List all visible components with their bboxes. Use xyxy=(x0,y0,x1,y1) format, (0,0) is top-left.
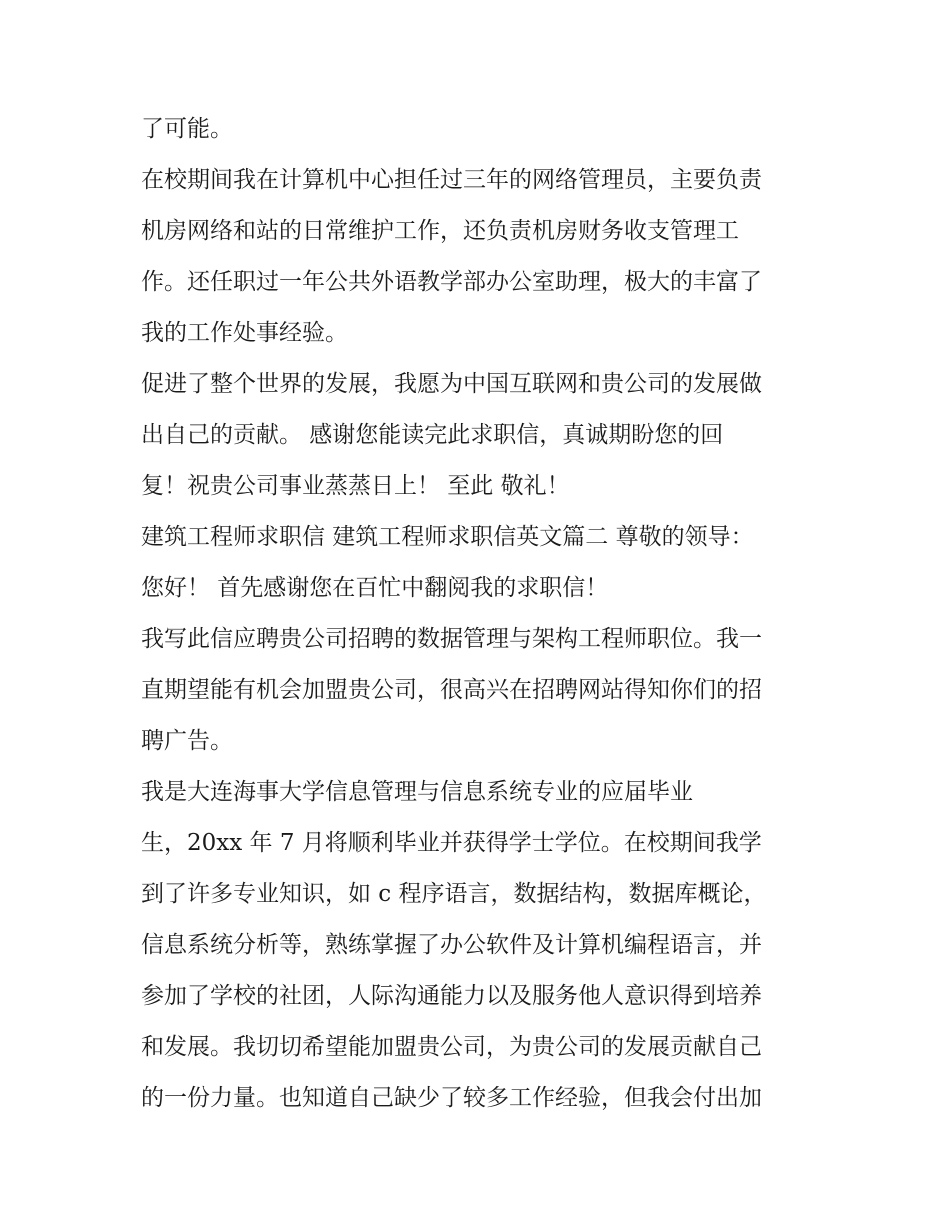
text-line: 了可能。 xyxy=(141,116,233,142)
text-line: 机房网络和站的日常维护工作，还负责机房财务收支管理工 xyxy=(141,218,739,244)
text-line: 到了许多专业知识，如 c 程序语言，数据结构，数据库概论， xyxy=(141,881,767,907)
document-body xyxy=(141,104,831,1124)
text-line: 作。还任职过一年公共外语教学部办公室助理，极大的丰富了 xyxy=(141,269,762,295)
text-line: 信息系统分析等，熟练掌握了办公软件及计算机编程语言，并 xyxy=(141,932,762,958)
text-line: 您好！ 首先感谢您在百忙中翻阅我的求职信！ xyxy=(141,575,609,601)
text-line: 在校期间我在计算机中心担任过三年的网络管理员，主要负责 xyxy=(141,167,762,193)
text-line: 直期望能有机会加盟贵公司，很高兴在招聘网站得知你们的招 xyxy=(141,677,762,703)
text-line: 我是大连海事大学信息管理与信息系统专业的应届毕业 xyxy=(141,779,693,805)
text-line: 聘广告。 xyxy=(141,728,233,754)
text-line: 参加了学校的社团，人际沟通能力以及服务他人意识得到培养 xyxy=(141,983,762,1009)
text-line: 建筑工程师求职信 建筑工程师求职信英文篇二 尊敬的领导： xyxy=(141,524,754,550)
text-line: 的一份力量。也知道自己缺少了较多工作经验，但我会付出加 xyxy=(141,1085,762,1111)
text-line: 我的工作处事经验。 xyxy=(141,320,348,346)
text-line: 生，20xx 年 7 月将顺利毕业并获得学士学位。在校期间我学 xyxy=(141,830,762,856)
text-line: 促进了整个世界的发展，我愿为中国互联网和贵公司的发展做 xyxy=(141,371,762,397)
text-line: 出自己的贡献。 感谢您能读完此求职信，真诚期盼您的回 xyxy=(141,422,724,448)
text-line: 复！祝贵公司事业蒸蒸日上！ 至此 敬礼！ xyxy=(141,473,570,499)
text-line: 我写此信应聘贵公司招聘的数据管理与架构工程师职位。我一 xyxy=(141,626,762,652)
text-line: 和发展。我切切希望能加盟贵公司，为贵公司的发展贡献自己 xyxy=(141,1034,762,1060)
